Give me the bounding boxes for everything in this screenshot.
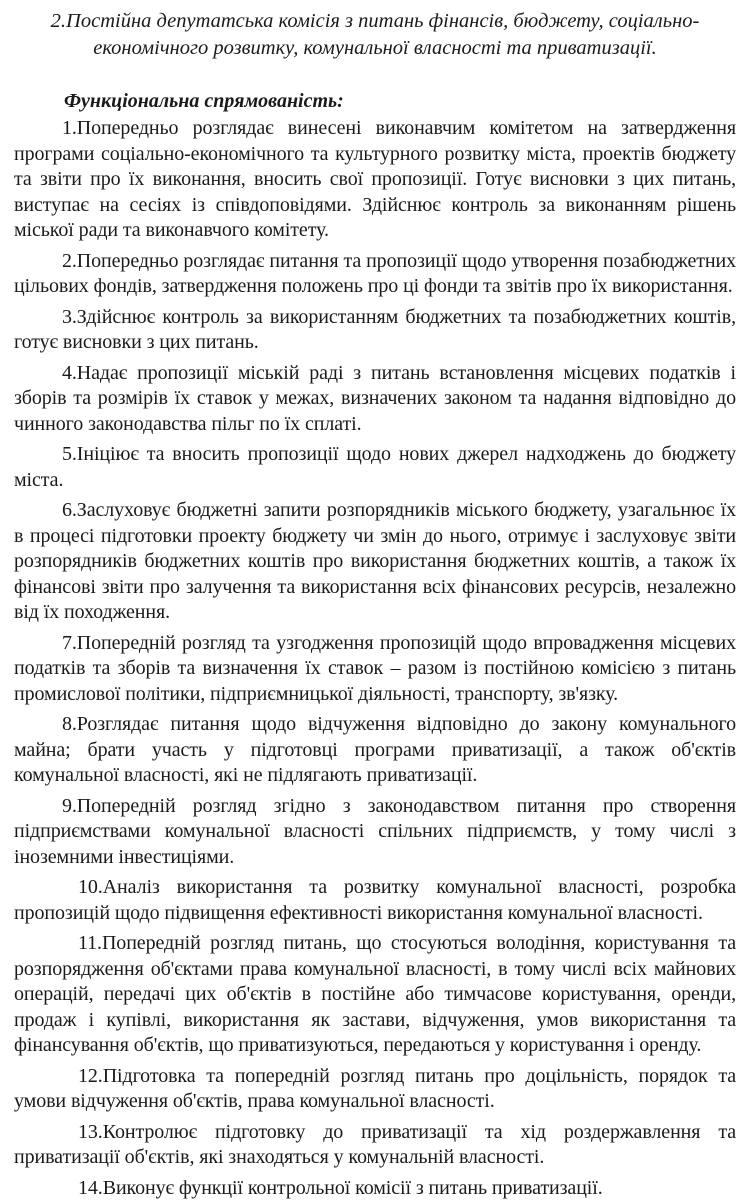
list-item: 4.Надає пропозиції міській раді з питань встановлення місцевих податків і зборів та розмірів їх ставок у межах, визначених законом та надання відповідно до чинного законодавства пільг по їх сплаті. [14,361,736,438]
list-item: 3.Здійснює контроль за використанням бюджетних та позабюджетних коштів, готує висновки з цих питань. [14,305,736,356]
list-item: 7.Попередній розгляд та узгодження пропозицій щодо впровадження місцевих податків та зборів та визначення їх ставок – разом із постійною комісією з питань промислової політики, підприємницької діяльності, транспорту, зв'язку. [14,631,736,708]
section-heading: Функціональна спрямованість: [64,89,736,114]
list-item: 11.Попередній розгляд питань, що стосуються володіння, користування та розпорядження об'єктами права комунальної власності, в тому числі всіх майнових операцій, передачі цих об'єктів в постійне або тимчасове користування, оренди, продаж і купівлі, використання як застави, відчуження, умов використання та фінансування об'єктів, що приватизуються, передаються у користування і оренду. [14,931,736,1059]
list-item: 5.Ініціює та вносить пропозиції щодо нових джерел надходжень до бюджету міста. [14,442,736,493]
list-item: 12.Підготовка та попередній розгляд питань про доцільність, порядок та умови відчуження об'єктів, права комунальної власності. [14,1064,736,1115]
functions-list [14,116,736,1201]
list-item: 1.Попередньо розглядає винесені виконавчим комітетом на затвердження програми соціально-економічного та культурного розвитку міста, проектів бюджету та звіти про їх виконання, вносить свої пропозиції. Готує висновки з цих питань, виступає на сесіях із співдоповідями. Здійснює контроль за виконанням рішень міської ради та виконавчого комітету. [14,116,736,244]
list-item: 2.Попередньо розглядає питання та пропозиції щодо утворення позабюджетних цільових фондів, затвердження положень про ці фонди та звітів про їх використання. [14,249,736,300]
list-item: 14.Виконує функції контрольної комісії з питань приватизації. [14,1176,736,1201]
list-item: 13.Контролює підготовку до приватизації та хід роздержавлення та приватизації об'єктів, які знаходяться у комунальній власності. [14,1120,736,1171]
list-item: 9.Попередній розгляд згідно з законодавством питання про створення підприємствами комунальної власності спільних підприємств, у тому числі з іноземними інвестиціями. [14,794,736,871]
list-item: 10.Аналіз використання та розвитку комунальної власності, розробка пропозицій щодо підвищення ефективності використання комунальної власності. [14,875,736,926]
document-title: 2.Постійна депутатська комісія з питань фінансів, бюджету, соціально-економічного розвитку, комунальної власності та приватизації. [14,8,736,62]
list-item: 8.Розглядає питання щодо відчуження відповідно до закону комунального майна; брати участь у підготовці програми приватизації, а також об'єктів комунальної власності, які не підлягають приватизації. [14,712,736,789]
list-item: 6.Заслуховує бюджетні запити розпорядників міського бюджету, узагальнює їх в процесі підготовки проекту бюджету чи змін до нього, отримує і заслуховує звіти розпорядників бюджетних коштів про використання бюджетних коштів, а також їх фінансові звіти про залучення та використання всіх фінансових ресурсів, незалежно від їх походження. [14,498,736,626]
